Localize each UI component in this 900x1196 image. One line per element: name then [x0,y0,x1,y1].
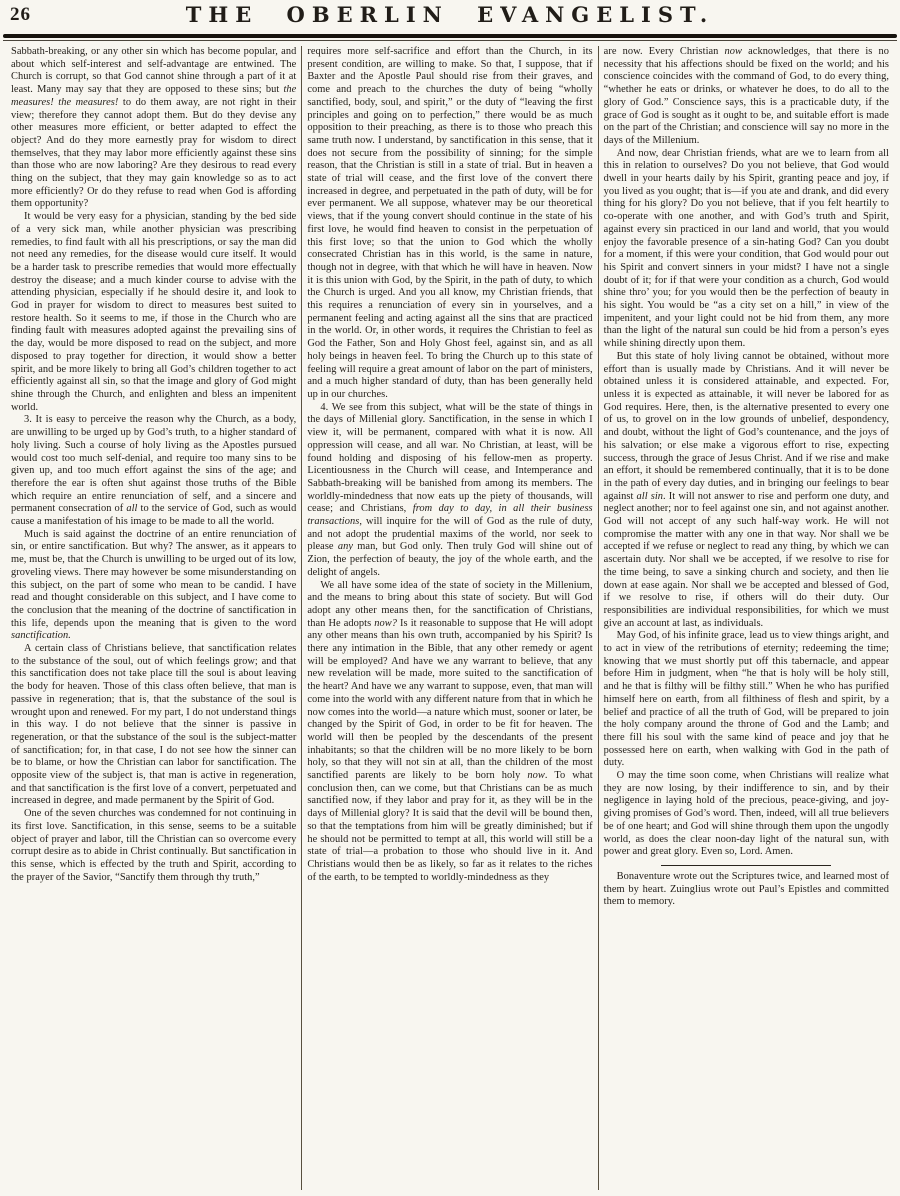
emphasized-text: the measures! the measures! [11,84,297,108]
emphasized-text: all [126,503,138,515]
emphasized-text: now [527,770,545,782]
paragraph [11,808,296,884]
body-text: And now, dear Christian friends, what are we to learn from all this in relation to ourselves? Do you not believe, that God would dwell in your hearts daily by his Spirit, granting peace and joy, if you lived as you ought; that is—if you ate and drank, and did every thing for his glory? Do you not believe, that if you felt heartily to co-operate with one another, and with God’s truth and Spirit, against every sin practiced in our land and world, that you would enjoy the favorable presence of a sin-hating God? Can you doubt for a moment, if this were your condition, that God would pour out his Spirit and convert sinners in your midst? I have not a single doubt of it; for if that were your condition as a church, God would shine thro’ you; for you would then be the perfection of beauty in his sight. You would be “as a city set on a hill,” in view of the impenitent, and your light could not be hid from them, any more than the light of the natural sun could be hid from a person’s eyes while shining directly upon them. [603,147,889,350]
emphasized-text: sanctification. [11,630,71,642]
text-column [302,46,597,1190]
page-number: 26 [10,4,31,25]
article-columns [0,41,900,1190]
text-column [599,46,894,1190]
body-text: One of the seven churches was condemned for not continuing in its first love. Sanctification, in this sense, seems to be a suitable object of prayer and labor, till the Christian can so overcome every corrupt desire as to abide in Christ continually. But sanctification in this sense, which is effected by the truth and Spirit, according to the prayer of the Savior, “Sanctify them through thy truth,” [11,808,297,883]
paragraph [307,46,592,402]
emphasized-text: from day to day, in all their business transactions [307,503,593,528]
body-text: are now. Every Christian [603,46,725,57]
page-header [0,0,900,32]
body-text: It would be very easy for a physician, standing by the bed side of a very sick man, while another physician was prescribing remedies, to find fault with all his prescriptions, or say the man did not need any remedies, for the disease would cure itself. It would be a harder task to prescribe remedies that would more effectually destroy the disease; and a much kinder course to advise with the attending physician, especially if he should desire it, and look to God in prayer for wisdom to direct to measures best suited to restore health. So it seems to me, if those in the Church who are finding fault with measures adopted against the prevailing sins of the day, would be more disposed to read on the subject, and more disposed to pray together for direction, it would show a better spirit, and be more likely to bring all God’s children together to act efficiently against all sin, so that the image and glory of God might shine through the Church, and enlighten and bless an impenitent world. [11,211,297,413]
emphasized-text: all sin [636,490,664,502]
body-text: . To what conclusion then, can we come, but that Christians can be as much sanctified now, if they labor and pray for it, as they will be in the days of Millenial glory? It is said that the devil will be bound then, so that the temptations from him will be greatly diminished; but if he should not be permitted to tempt at all, this world will still be a state of trial—a probation to those who should live in it. And Christians would then be as likely, so far as it relates to the riches of the earth, to be tempted to worldly-mindedness as they [307,770,593,883]
body-text: 4. We see from this subject, what will be the state of things in the days of Millenial glory. Sanctification, in the sense in which I view it, will be permanent, compared with what it is now. All oppression will cease, and all war. No Christian, at least, will be found holding and disposing of his fellow-men as property. Licentiousness in the Church will cease, and Intemperance and Sabbath-breaking will be banished from among its members. The worldly-mindedness that now eats up the piety of thousands, will cease; and Christians, [307,401,593,515]
body-text: We all have some idea of the state of society in the Millenium, and the means to bring about this state of society. But will God adopt any other means then, for the sanctification of Christians, than He adopts [307,579,593,629]
paragraph [11,211,296,414]
paragraph [604,871,889,909]
body-text: , will inquire for the will of God as the rule of duty, and not adopt the prudential maxims of the world, nor seek to please [307,516,593,553]
body-text: May God, of his infinite grace, lead us to view things aright, and to act in view of the retributions of eternity; redeeming the time; knowing that we must shortly put off this tabernacle, and appear before Him in judgment, when “he that is holy will be holy still, and he that is filthy will be filthy still.” When he who has purified himself here on earth, from all filthiness of flesh and spirit, by a belief and practice of all the truth of God, will be prepared to join the holy company around the throne of God and the Lamb; and there fill his soul with the same kind of peace and joy that he possessed here on earth, when walking with God in the path of duty. [603,630,889,769]
body-text: Bonaventure wrote out the Scriptures twice, and learned most of them by heart. Zuinglius wrote out Paul’s Epistles and committed them to memory. [603,871,889,908]
header-rule-thick [3,34,897,38]
paragraph [604,46,889,148]
body-text: Much is said against the doctrine of an entire renunciation of sin, or entire sanctification. But why? The answer, as it appears to me, must be, that the Church is unwilling to be urged out of its low, groveling views. There may however be some misunderstanding on this subject, on the part of some who mean to be candid. I have read and thought considerable on this subject, and I have come to the conclusion that the meaning of the doctrine of sanctification in this life, depends upon the meaning that is given to the word [11,528,297,629]
paragraph [11,529,296,643]
body-text: to the service of God, such as would cause a manifestation of his image to be made to all the world. [11,503,297,528]
body-text: . It will not answer to rise and perform one duty, and neglect another; nor to feel against one sin, and not against another. God will not accept of any such half-way work. He will not compromise the matter with any one in that way. Nor shall we be accepted if we refuse or neglect to read any thing, by which we can ascertain duty. Nor shall we be accepted, if we resolve to rise for the time being, to save a sinking church and society, and then lie down at ease again. Nor shall we be accepted and blessed of God, if we resolve to rise, if others will do their duty. Our responsibilities are individual responsibilities, for which we must give an account at last, as individuals. [603,490,889,629]
masthead-title: THE OBERLIN EVANGELIST. [185,2,715,27]
paragraph [11,643,296,808]
body-text: Sabbath-breaking, or any other sin which has become popular, and about which self-interest and self-advantage are entwined. The Church is corrupt, so that God cannot shine through a part of it at least. Many may say that they are opposed to these sins; but [11,46,297,96]
emphasized-text: now [724,46,743,57]
emphasized-text: now? [374,617,397,629]
paragraph [307,580,592,885]
paragraph [11,414,296,528]
paragraph [604,770,889,859]
body-text: requires more self-sacrifice and effort than the Church, in its present condition, are willing to make. So that, I suppose, that if Baxter and the Apostle Paul should rise from their graves, and come and preach to the churches the duty of being “wholly sanctified, body, soul, and spirit,” or the duty of “leaving the first principles and going on to perfection,” there would be as much opposition to their preaching, as there is to those who preach this same truth now. I understand, by sanctification in this sense, that it does not secure from the possibility of sinning; for the simple reason, that the Christian is still in a state of trial. But in heaven a state of trial will cease, and the first love of the convert there increased in degree, and perpetuated in the path of duty, will be for ever permanent. We all suppose, whatever may be our theoretical views, that if the young convert should continue in the state of his first love, he would find heaven to consist in the perpetuation of this first love; so that the union to God which the wholly consecrated Christian has in this world, is the same in nature, though not in degree, with that which he will have in heaven. Now it is this union with God, by the Spirit, in the path of duty, to which the Church is urged. And you all know, my Christian friends, that this requires a renunciation of every sin in yourselves, and a permanent feeling and acting against all the sins that are practiced in the world. Or, in other words, it requires the Christian to feel as God the Father, Son and Holy Ghost feel, against sin, and as all holy beings in heaven feel. To bring the Church up to this state of feeling will require a great amount of labor on the part of ministers, and a much higher standard of duty, than has been generally held up in our churches. [307,46,593,400]
body-text: 3. It is easy to perceive the reason why the Church, as a body, are unwilling to be urged up by God’s truth, to a higher standard of holy living. Such a course of holy living as the Apostles pursued would cost too much self-denial, and require too many sins to be given up, and too much effort against the sins of the age; and therefore the ear is often shut against those truths of the Bible which require an entire renunciation of self, and a sincere and permanent consecration of [11,414,297,515]
separator-rule [661,865,831,866]
body-text: But this state of holy living cannot be obtained, without more effort than is usually made by Christians. And it will never be obtained unless it is considered attainable, and expected. For, unless it is expected as attainable, it will never be labored for as God requires. Here, then, is the alternative presented to every one of us, to grovel on in the low grounds of unbelief, despondency, and doubt, without the light of God’s countenance, and the joys of his salvation; or else make a vigorous effort to rise, expecting success, through the grace of Jesus Christ. And if we rise and make an effort, it should be remembered continually, that it is to be done in the path of every day duties, and in bringing our feelings to bear against [603,350,889,502]
paragraph [307,402,592,580]
paragraph [11,46,296,211]
text-column [6,46,301,1190]
paragraph [604,630,889,770]
body-text: to do them away, are not right in their view; therefore they cannot adopt them. But do they devise any other measures more efficient, or better adapted to effect the object? And do they more earnestly pray for wisdom to direct themselves, that they may labor more efficiently against these sins than those who are now laboring? Are they desirous to read every thing on the subject, that they may gain knowledge so as to act more efficiently? Or do they refuse to read when God is affording them opportunity? [11,96,297,210]
paragraph [604,351,889,630]
body-text: A certain class of Christians believe, that sanctification relates to the substance of the soul, out of which feelings grow; and that this sanctification does not take place till the soul is about leaving the body for heaven. Those of this class often believe, that man is passive in regeneration; that is, that the substance of the soul is wrought upon and renewed. For my part, I do not understand things in this way. I do not believe that the sinner is passive in regeneration, or that the substance of the soul is the subject-matter of sanctification; for, in that case, I do not see how the sinner can be to blame, or how the Christian can labor for sanctification. The opposite view of the subject is, that man is active in regeneration, and that sanctification is the first love of a convert, perpetuated and increased in degree, and made permanent by the Spirit of God. [11,643,297,807]
body-text: O may the time soon come, when Christians will realize what they are now losing, by their indifference to sin, and by their negligence in laying hold of the precious, peace-giving, and joy-giving promises of God’s word. Then, indeed, will all true believers be of one heart; and God will shine through them upon the ungodly world, as does the clear noon-day light of the natural sun, with power and great glory. Even so, Lord. Amen. [603,770,889,858]
emphasized-text: any [337,541,354,553]
body-text: Is it reasonable to suppose that He will adopt any other means than his own truth, accompanied by his Spirit? Is there any intimation in the Bible, that any other remedy or agent will be employed? And have we any warrant to believe, that any new revelation will be made, more suited to the sanctification of the heart? And have we any warrant to suppose, even, that man will come into the world with any different nature from that in which he now comes into the world—a nature which must, sooner or later, be changed by the Spirit of God, in order to be fit for heaven. The world will then be peopled by the descendants of the present inhabitants; so that the children will be no more likely to be born holy, so that they will not sin at all, than the children of the most sanctified parents are likely to be born holy [307,617,593,782]
paragraph [604,148,889,351]
body-text: man, but God only. Then truly God will shine out of Zion, the perfection of beauty, the joy of the whole earth, and the delight of angels. [307,541,593,578]
body-text: acknowledges, that there is no necessity that his affections should be fixed on the world; and his conscience coincides with the command of God, to do every thing, “whether he eats or drinks, or whatever he does, to do all to the glory of God.” Conscience says, this is a practicable duty, if the grace of God is sought as it ought to be, and suitable effort is made on the part of the Christian; and conscience will say no more in the days of the Millenium. [603,46,889,146]
